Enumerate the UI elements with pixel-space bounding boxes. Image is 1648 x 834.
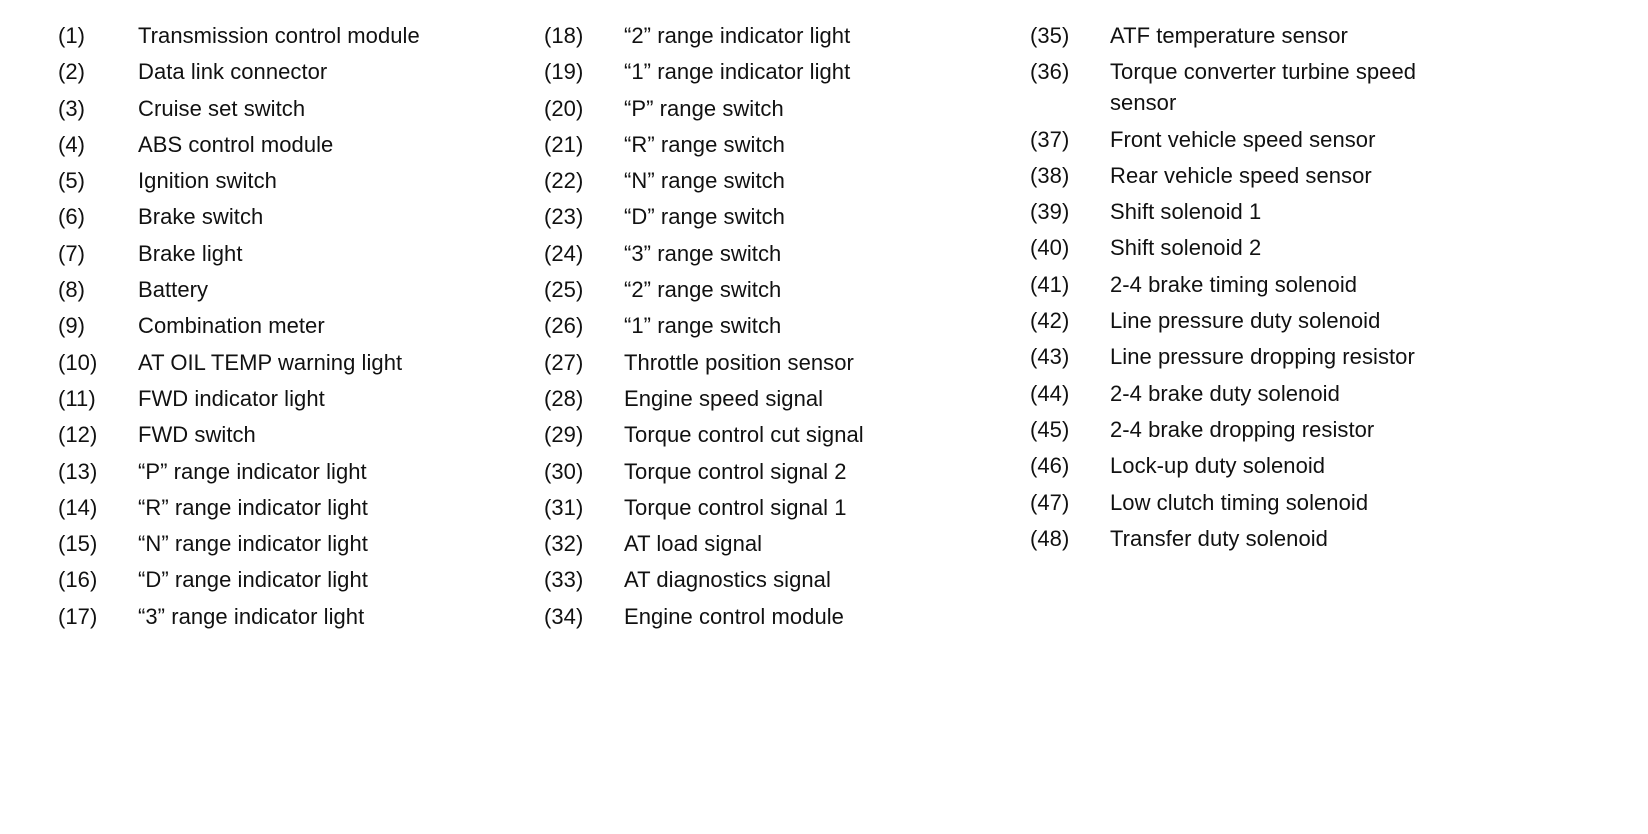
entry-number: (47) <box>1030 489 1070 515</box>
legend-entry <box>544 20 994 51</box>
entry-number: (10) <box>58 349 98 375</box>
entry-label: ATF temperature sensor <box>1110 23 1348 48</box>
legend-entry <box>58 129 508 160</box>
entry-number: (22) <box>544 168 584 194</box>
legend-entry <box>1030 232 1550 263</box>
entry-number: (15) <box>58 531 98 557</box>
legend-entry <box>544 56 994 87</box>
legend-entry <box>544 93 994 124</box>
entry-number: (30) <box>544 458 584 484</box>
entry-number: (45) <box>1030 416 1070 442</box>
legend-entry <box>58 347 508 378</box>
legend-entry <box>544 274 994 305</box>
entry-number: (6) <box>58 204 86 230</box>
legend-entry <box>1030 341 1550 372</box>
entry-label: “3” range indicator light <box>138 603 365 629</box>
legend-entry <box>1030 523 1550 554</box>
entry-number: (42) <box>1030 308 1070 334</box>
entry-number: (11) <box>58 385 96 411</box>
legend-entry <box>58 419 508 450</box>
legend-entry <box>544 129 994 160</box>
legend-entry <box>544 601 994 632</box>
legend-entry <box>544 564 994 595</box>
entry-label: “3” range switch <box>624 240 782 266</box>
entry-number: (32) <box>544 531 584 557</box>
entry-number: (12) <box>58 422 98 448</box>
legend-entry <box>544 419 994 450</box>
entry-number: (29) <box>544 422 584 448</box>
legend-entry <box>544 201 994 232</box>
legend-entry <box>58 201 508 232</box>
entry-label: Lock-up duty solenoid <box>1110 453 1326 479</box>
entry-label: “N” range switch <box>624 168 785 194</box>
entry-number: (1) <box>58 23 86 48</box>
legend-entry <box>58 564 508 595</box>
entry-number: (43) <box>1030 344 1070 370</box>
entry-label: 2-4 brake dropping resistor <box>1110 416 1375 442</box>
legend-entry <box>58 56 508 87</box>
legend-entry <box>544 238 994 269</box>
legend-column-3 <box>1030 20 1550 559</box>
legend-entry <box>1030 20 1550 51</box>
entry-number: (34) <box>544 603 584 629</box>
legend-entry <box>58 20 508 51</box>
entry-number: (17) <box>58 603 98 629</box>
entry-label: Engine control module <box>624 603 844 629</box>
legend-entry <box>1030 56 1550 118</box>
legend-entry <box>1030 450 1550 481</box>
entry-number: (26) <box>544 313 584 339</box>
legend-entry <box>544 456 994 487</box>
entry-number: (31) <box>544 494 584 520</box>
legend-entry <box>58 274 508 305</box>
entry-number: (40) <box>1030 235 1070 261</box>
legend-entry <box>58 528 508 559</box>
entry-number: (24) <box>544 240 584 266</box>
entry-number: (37) <box>1030 126 1070 152</box>
legend-entry <box>544 347 994 378</box>
entry-label: Brake switch <box>138 204 264 230</box>
entry-label: Battery <box>138 277 209 303</box>
entry-label: Rear vehicle speed sensor <box>1110 162 1372 188</box>
entry-number: (5) <box>58 168 86 194</box>
entry-label: Torque converter turbine speed sensor <box>1110 59 1417 116</box>
entry-label: “N” range indicator light <box>138 531 368 557</box>
entry-label: AT OIL TEMP warning light <box>138 349 403 375</box>
legend-entry <box>58 492 508 523</box>
entry-number: (4) <box>58 131 86 157</box>
entry-number: (44) <box>1030 380 1070 406</box>
entry-label: Ignition switch <box>138 168 277 194</box>
entry-number: (21) <box>544 131 584 157</box>
entry-number: (35) <box>1030 23 1070 48</box>
entry-number: (18) <box>544 23 584 48</box>
legend-entry <box>1030 378 1550 409</box>
entry-label: “D” range indicator light <box>138 567 368 593</box>
legend-entry <box>58 601 508 632</box>
entry-number: (41) <box>1030 271 1070 297</box>
legend-column-1 <box>58 20 508 637</box>
entry-label: 2-4 brake duty solenoid <box>1110 380 1340 406</box>
entry-number: (19) <box>544 59 584 85</box>
legend-entry <box>544 528 994 559</box>
entry-label: “R” range indicator light <box>138 494 368 520</box>
legend-entry <box>544 492 994 523</box>
entry-label: “R” range switch <box>624 131 785 157</box>
entry-label: Line pressure duty solenoid <box>1110 308 1381 334</box>
entry-label: “1” range switch <box>624 313 782 339</box>
legend-entry <box>1030 305 1550 336</box>
legend-entry <box>544 165 994 196</box>
entry-label: 2-4 brake timing solenoid <box>1110 271 1358 297</box>
entry-number: (23) <box>544 204 584 230</box>
entry-label: “1” range indicator light <box>624 59 851 85</box>
entry-number: (46) <box>1030 453 1070 479</box>
component-legend <box>0 20 1648 640</box>
entry-label: Shift solenoid 1 <box>1110 199 1262 225</box>
entry-number: (14) <box>58 494 98 520</box>
entry-number: (27) <box>544 349 584 375</box>
entry-number: (8) <box>58 277 86 303</box>
legend-column-2 <box>544 20 994 637</box>
entry-label: “P” range switch <box>624 95 784 121</box>
entry-label: “D” range switch <box>624 204 785 230</box>
entry-number: (20) <box>544 95 584 121</box>
entry-label: Low clutch timing solenoid <box>1110 489 1369 515</box>
legend-entry <box>58 165 508 196</box>
entry-number: (16) <box>58 567 98 593</box>
entry-label: FWD indicator light <box>138 385 325 411</box>
legend-entry <box>1030 124 1550 155</box>
legend-entry <box>1030 196 1550 227</box>
legend-entry <box>1030 269 1550 300</box>
entry-label: AT diagnostics signal <box>624 567 831 593</box>
entry-label: Throttle position sensor <box>624 349 854 375</box>
legend-entry <box>1030 160 1550 191</box>
entry-label: Torque control signal 2 <box>624 458 847 484</box>
entry-number: (36) <box>1030 59 1070 85</box>
entry-number: (2) <box>58 59 86 85</box>
legend-entry <box>544 310 994 341</box>
entry-label: “P” range indicator light <box>138 458 367 484</box>
entry-label: Data link connector <box>138 59 328 85</box>
entry-number: (25) <box>544 277 584 303</box>
legend-entry <box>58 93 508 124</box>
entry-number: (28) <box>544 385 584 411</box>
entry-label: FWD switch <box>138 422 256 448</box>
entry-label: Torque control signal 1 <box>624 494 847 520</box>
entry-number: (48) <box>1030 525 1070 551</box>
entry-label: “2” range switch <box>624 277 782 303</box>
entry-label: Engine speed signal <box>624 385 824 411</box>
legend-entry <box>58 456 508 487</box>
entry-label: ABS control module <box>138 131 334 157</box>
legend-entry <box>58 383 508 414</box>
legend-entry <box>1030 487 1550 518</box>
entry-label: Transmission control module <box>138 23 420 48</box>
entry-label: Brake light <box>138 240 243 266</box>
legend-entry <box>1030 414 1550 445</box>
legend-entry <box>58 310 508 341</box>
entry-number: (7) <box>58 240 86 266</box>
entry-label: AT load signal <box>624 531 763 557</box>
entry-label: Shift solenoid 2 <box>1110 235 1262 261</box>
legend-entry <box>544 383 994 414</box>
entry-label: Transfer duty solenoid <box>1110 525 1328 551</box>
entry-label: Cruise set switch <box>138 95 306 121</box>
entry-number: (33) <box>544 567 584 593</box>
entry-label: Combination meter <box>138 313 325 339</box>
entry-label: Torque control cut signal <box>624 422 864 448</box>
entry-label: Line pressure dropping resistor <box>1110 344 1415 370</box>
legend-entry <box>58 238 508 269</box>
entry-label: “2” range indicator light <box>624 23 851 48</box>
entry-number: (13) <box>58 458 98 484</box>
entry-number: (39) <box>1030 199 1070 225</box>
entry-number: (9) <box>58 313 86 339</box>
entry-number: (3) <box>58 95 86 121</box>
entry-number: (38) <box>1030 162 1070 188</box>
entry-label: Front vehicle speed sensor <box>1110 126 1376 152</box>
